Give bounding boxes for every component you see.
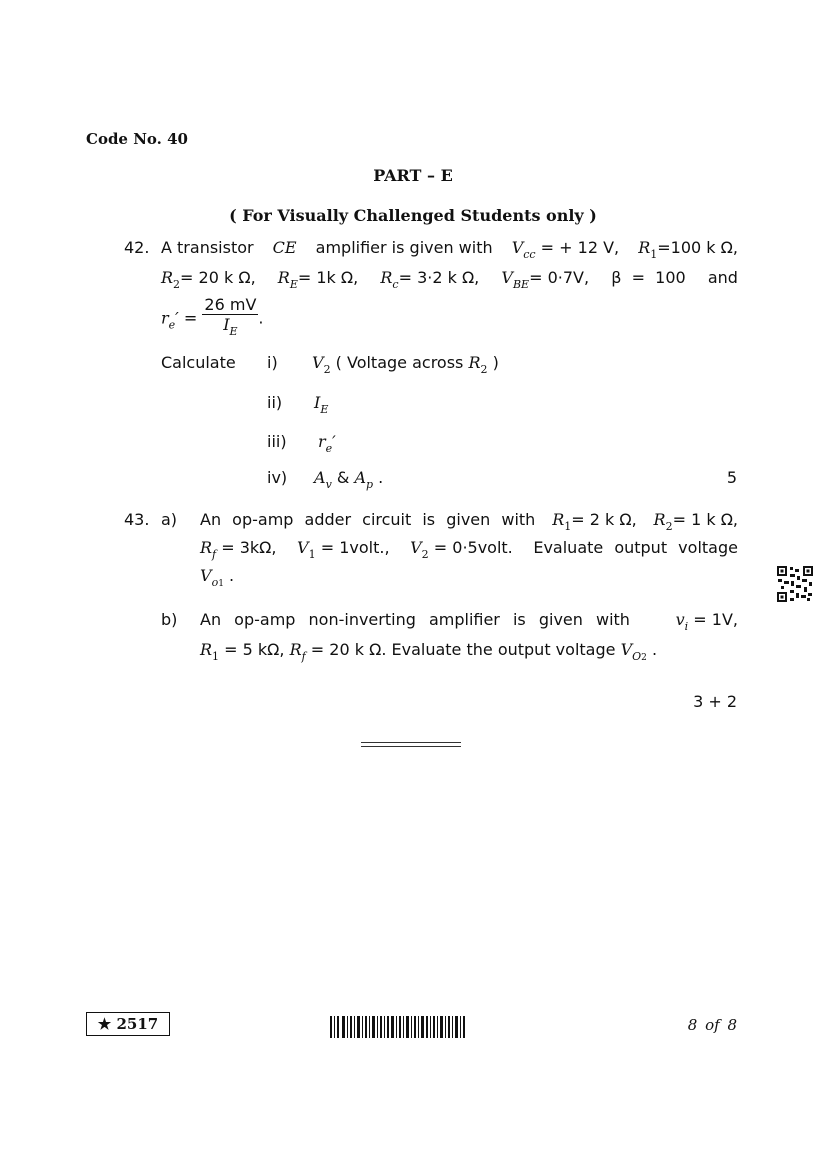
qr-code-icon xyxy=(776,565,814,603)
q42-r2: $R_2= 20$ k Ω, xyxy=(161,268,256,291)
q42-number: 42. xyxy=(124,238,150,257)
q42-line1 xyxy=(161,238,738,261)
q42-marks: 5 xyxy=(726,468,737,487)
q43-b-rf: $R_f = 20$ k Ω. xyxy=(289,640,387,663)
q42-rc: $R_c= 3\cdot 2$ k Ω, xyxy=(380,268,480,291)
q42-item-4-label: iv) xyxy=(267,468,288,487)
code-number: Code No. 40 xyxy=(86,130,188,148)
q42-re: $R_E= 1k$ Ω, xyxy=(277,268,359,291)
q42-item-1-label: i) xyxy=(267,353,278,372)
q42-item-4-text: $A_v$ & $A_p$ . xyxy=(314,468,384,491)
q42-item-3-text: $r_e'$ xyxy=(318,432,336,455)
q43-marks: 3 + 2 xyxy=(693,692,737,711)
q43-a-label: a) xyxy=(161,510,178,529)
q43-a-r1: $R_1= 2$ k Ω, xyxy=(552,510,637,533)
q42-r1: $R_1=100$ k Ω, xyxy=(638,238,738,261)
q43-number: 43. xyxy=(124,510,150,529)
part-title: PART – E xyxy=(373,166,453,185)
q42-amp-text: amplifier is given with xyxy=(315,238,493,257)
q43-b-vo2: $V_{O2}$ . xyxy=(620,640,658,663)
q42-item-1-text: $V_2$ ( Voltage across $R_2$ ) xyxy=(312,353,499,376)
q43-a-line2 xyxy=(200,538,738,561)
q42-item-2-label: ii) xyxy=(267,393,283,412)
q42-fraction: $\frac{26 mV}{I_E}$ xyxy=(204,295,257,338)
q43-b-line1 xyxy=(200,610,738,633)
q42-beta: β = 100 xyxy=(611,268,686,287)
q43-a-v2: $V_2$ = 0·5volt. xyxy=(410,538,513,561)
page-number: 8 of 8 xyxy=(687,1016,737,1034)
q42-item-2-text: $I_E$ xyxy=(314,393,329,416)
q42-item-3-label: iii) xyxy=(267,432,287,451)
q43-a-vo1: $V_{o1}$ . xyxy=(200,566,235,589)
q42-re-prime: $r_e'$ = $\frac{26 mV}{I_E}$ . xyxy=(161,296,263,342)
q43-a-r2: $R_2= 1$ k Ω, xyxy=(653,510,738,533)
q43-b-text: An op-amp non-inverting amplifier is given with xyxy=(200,610,630,629)
q43-a-rf: $R_f = 3k\Omega$, xyxy=(200,538,277,561)
q42-intro: A transistor xyxy=(161,238,254,257)
q42-and: and xyxy=(707,268,738,287)
q42-ce: CE xyxy=(272,238,297,257)
footer-code-box: ★ 2517 xyxy=(86,1012,170,1036)
end-rule xyxy=(361,742,461,747)
part-subtitle: ( For Visually Challenged Students only ) xyxy=(229,206,597,225)
barcode-icon xyxy=(330,1016,466,1038)
q43-b-line2 xyxy=(200,640,657,663)
q42-line2 xyxy=(161,268,738,291)
q43-a-line1 xyxy=(200,510,738,533)
q42-calculate: Calculate xyxy=(161,353,236,372)
q43-a-eval: Evaluate output voltage xyxy=(533,538,738,557)
q42-vcc: $V_{cc}$ = + 12 V, xyxy=(511,238,620,261)
q43-b-vi: $v_i = 1V$, xyxy=(675,610,738,633)
q43-b-r1: $R_1 = 5$ kΩ, xyxy=(200,640,285,663)
q42-vbe: $V_{BE}= 0\cdot 7V$, xyxy=(501,268,590,291)
q43-a-text: An op-amp adder circuit is given with xyxy=(200,510,536,529)
q43-b-label: b) xyxy=(161,610,178,629)
q43-b-eval: Evaluate the output voltage xyxy=(391,640,616,659)
q43-a-v1: $V_1$ = 1volt., xyxy=(297,538,390,561)
